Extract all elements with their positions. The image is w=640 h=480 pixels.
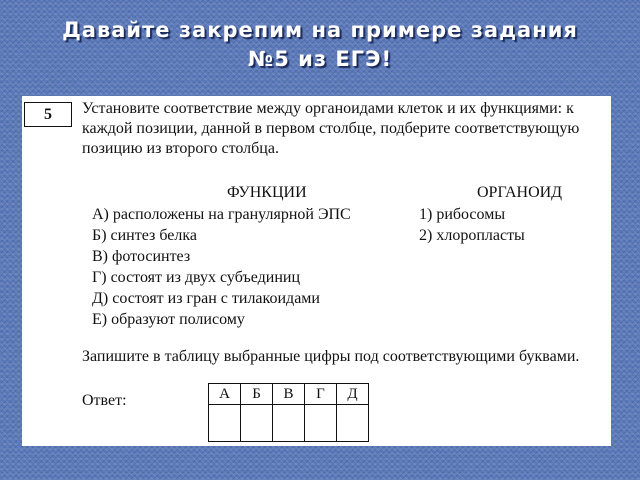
function-item-v: В) фотосинтез bbox=[92, 248, 191, 265]
function-item-a: А) расположены на гранулярной ЭПС bbox=[92, 206, 351, 223]
task-number: 5 bbox=[24, 102, 72, 127]
slide-title bbox=[0, 16, 640, 74]
answer-letter-d: Д bbox=[337, 384, 369, 405]
answer-letter-v: В bbox=[273, 384, 305, 405]
instruction-line-1: Установите соответствие между органоидами клеток и их функциями: к bbox=[82, 100, 574, 117]
write-instruction: Запишите в таблицу выбранные цифры под соответствующими буквами. bbox=[82, 348, 580, 365]
slide-title-line-1: Давайте закрепим на примере задания bbox=[62, 18, 578, 42]
instruction-line-2: каждой позиции, данной в первом столбце, подберите соответствующую bbox=[82, 120, 580, 137]
organoid-item-2: 2) хлоропласты bbox=[419, 227, 525, 244]
function-item-g: Г) состоят из двух субъединиц bbox=[92, 269, 301, 286]
task-sheet bbox=[22, 96, 611, 446]
organoid-item-1: 1) рибосомы bbox=[419, 206, 506, 223]
answer-cell-a[interactable] bbox=[209, 405, 241, 442]
function-item-e: Е) образуют полисому bbox=[92, 311, 245, 328]
functions-header: ФУНКЦИИ bbox=[227, 184, 307, 201]
function-item-b: Б) синтез белка bbox=[92, 227, 197, 244]
answer-cell-b[interactable] bbox=[241, 405, 273, 442]
instruction-line-3: позицию из второго столбца. bbox=[82, 140, 279, 157]
answer-letter-a: А bbox=[209, 384, 241, 405]
answer-cell-v[interactable] bbox=[273, 405, 305, 442]
slide-title-line-2: №5 из ЕГЭ! bbox=[247, 47, 393, 71]
answer-table bbox=[208, 383, 369, 442]
function-item-d: Д) состоят из гран с тилакоидами bbox=[92, 290, 320, 307]
answer-letter-b: Б bbox=[241, 384, 273, 405]
answer-label: Ответ: bbox=[82, 392, 127, 409]
organoids-header: ОРГАНОИД bbox=[477, 184, 563, 201]
answer-cell-g[interactable] bbox=[305, 405, 337, 442]
answer-letter-g: Г bbox=[305, 384, 337, 405]
answer-cell-d[interactable] bbox=[337, 405, 369, 442]
